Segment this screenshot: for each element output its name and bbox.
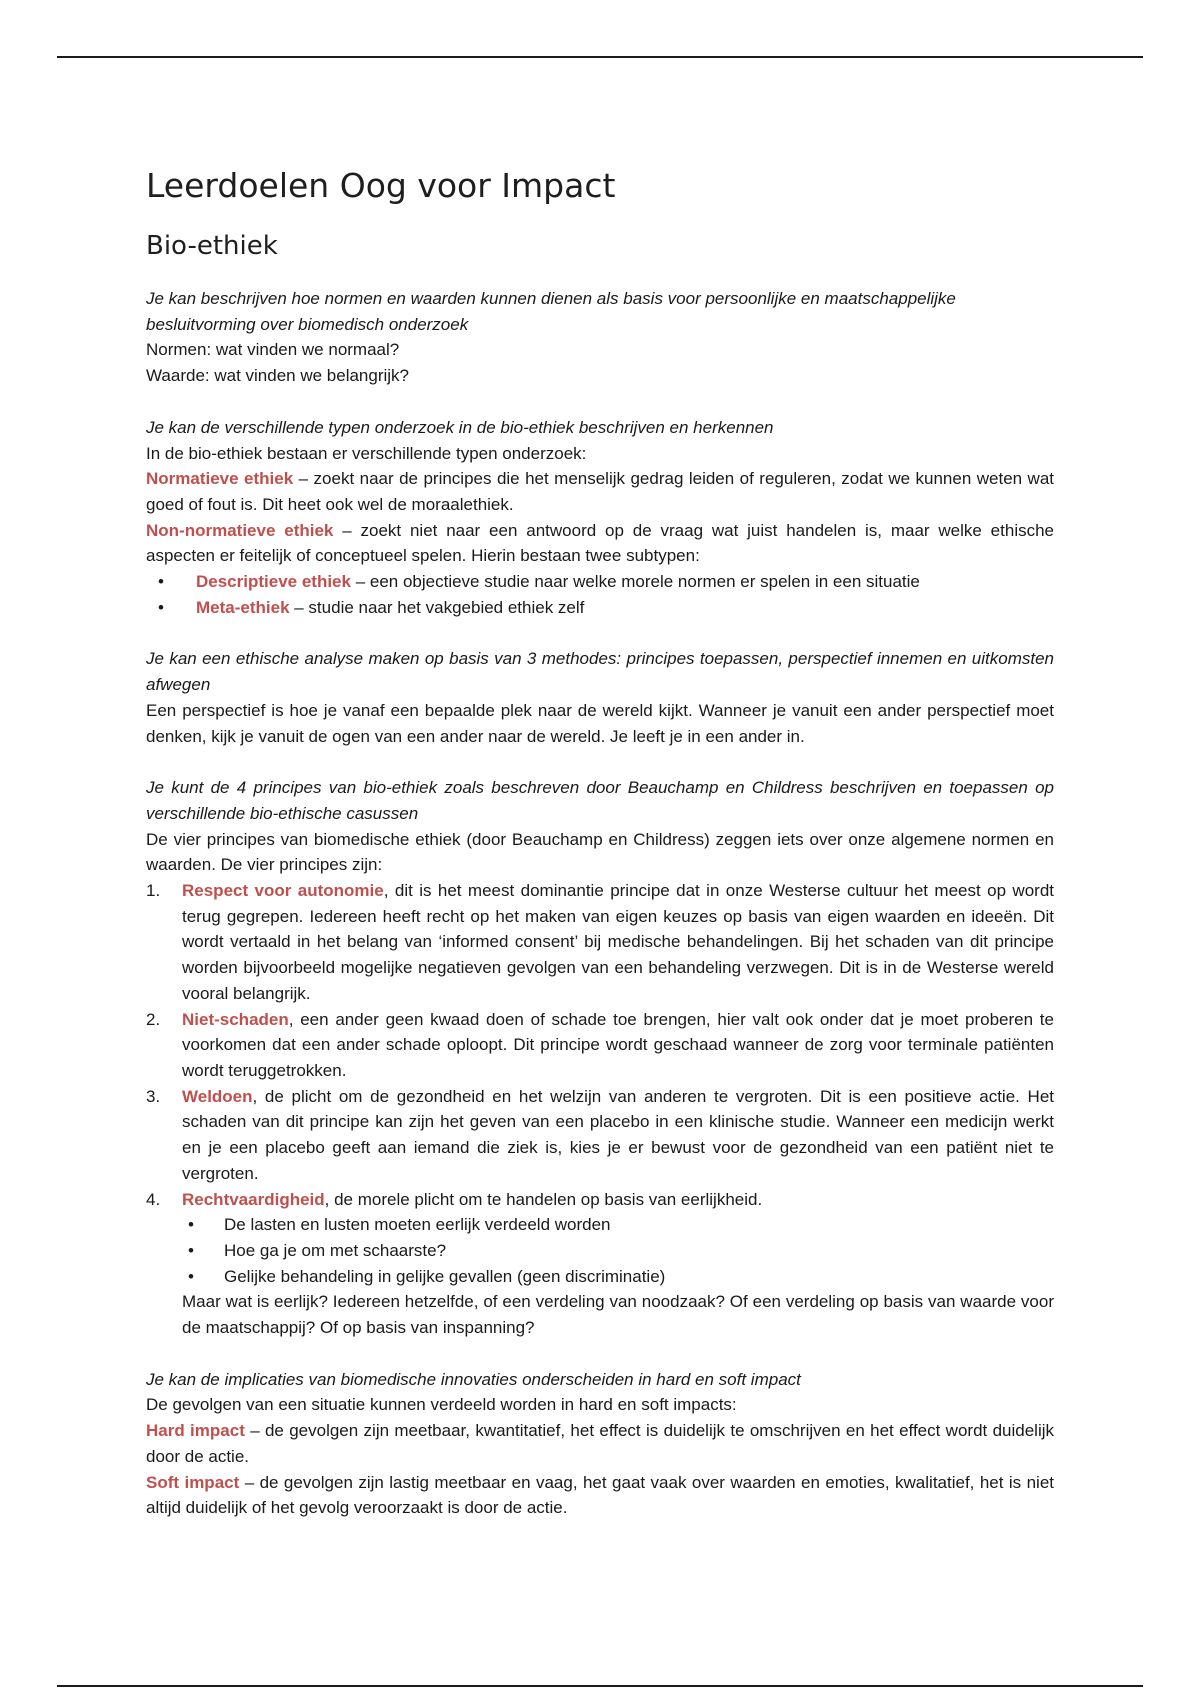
principle-item <box>146 878 1054 1007</box>
learning-goal: Je kunt de 4 principes van bio-ethiek zoals beschreven door Beauchamp en Childress beschrijven en toepassen op verschillende bio-ethische casussen <box>146 778 1054 823</box>
section-ethische-analyse <box>146 646 1054 749</box>
learning-goal: Je kan beschrijven hoe normen en waarden kunnen dienen als basis voor persoonlijke en maatschappelijke besluitvorming over biomedisch onderzoek <box>146 289 956 334</box>
learning-goal: Je kan de implicaties van biomedische innovaties onderscheiden in hard en soft impact <box>146 1369 801 1389</box>
list-item: • De lasten en lusten moeten eerlijk verdeeld worden <box>182 1212 1054 1238</box>
term-respect-voor-autonomie: Respect voor autonomie <box>182 881 384 901</box>
list-number: 2. <box>146 1009 161 1029</box>
learning-goal: Je kan een ethische analyse maken op basis van 3 methodes: principes toepassen, perspectief innemen en uitkomsten afwegen <box>146 649 1054 695</box>
principle-text: , de morele plicht om te handelen op basis van eerlijkheid. <box>324 1189 763 1209</box>
section-normen-waarden <box>146 286 1054 389</box>
section-typen-onderzoek <box>146 415 1054 621</box>
header-rule <box>57 56 1143 58</box>
list-item <box>146 569 1054 595</box>
definition-text: – een objectieve studie naar welke morele normen er spelen in een situatie <box>350 572 920 592</box>
list-number: 4. <box>146 1189 161 1209</box>
term-weldoen: Weldoen <box>182 1086 253 1106</box>
principle-item <box>146 1084 1054 1187</box>
definition-text: – studie naar het vakgebied ethiek zelf <box>289 597 585 617</box>
definition-normen: Normen: wat vinden we normaal? <box>146 340 400 360</box>
intro-text: In de bio-ethiek bestaan er verschillende typen onderzoek: <box>146 443 587 463</box>
section-heading: Bio-ethiek <box>146 231 278 261</box>
list-item <box>146 595 1054 621</box>
term-normatieve-ethiek: Normatieve ethiek <box>146 469 294 489</box>
term-descriptieve-ethiek: Descriptieve ethiek <box>196 572 351 592</box>
definition-non-normatieve-ethiek <box>146 518 1054 569</box>
intro-text: De vier principes van biomedische ethiek (door Beauchamp en Childress) zeggen iets over onze algemene normen en waarden. De vier principes zijn: <box>146 829 1054 875</box>
document-body <box>146 286 1054 1521</box>
term-soft-impact: Soft impact <box>146 1472 240 1492</box>
principle-text: , een ander geen kwaad doen of schade toe brengen, hier valt ook onder dat je moet proberen te voorkomen dat een ander schade oploopt. Dit principe wordt geschaad wanneer de zorg voor terminale patiënten wordt teruggetrokken. <box>182 1009 1054 1080</box>
term-meta-ethiek: Meta-ethiek <box>196 597 290 617</box>
subtype-list <box>146 569 1054 620</box>
list-number: 1. <box>146 881 161 901</box>
list-number: 3. <box>146 1086 161 1106</box>
document-title: Leerdoelen Oog voor Impact <box>146 166 616 205</box>
list-item: • Gelijke behandeling in gelijke gevallen (geen discriminatie) <box>182 1264 1054 1290</box>
principles-list <box>146 878 1054 1341</box>
section-hard-soft-impact <box>146 1367 1054 1521</box>
rechtvaardigheid-sublist <box>182 1212 1054 1289</box>
learning-goal: Je kan de verschillende typen onderzoek in de bio-ethiek beschrijven en herkennen <box>146 417 774 437</box>
term-niet-schaden: Niet-schaden <box>182 1009 289 1029</box>
definition-text: – zoekt naar de principes die het menselijk gedrag leiden of reguleren, zodat we kunnen weten wat goed of fout is. Dit heet ook wel de moraalethiek. <box>146 469 1055 514</box>
definition-text: – zoekt niet naar een antwoord op de vraag wat juist handelen is, maar welke ethische aspecten er feitelijk of conceptueel spelen. Hierin bestaan twee subtypen: <box>146 520 1055 566</box>
closing-question: Maar wat is eerlijk? Iedereen hetzelfde, of een verdeling van noodzaak? Of een verdeling op basis van waarde voor de maatschappij? Of op basis van inspanning? <box>182 1292 1054 1338</box>
term-hard-impact: Hard impact <box>146 1421 245 1441</box>
paragraph: Een perspectief is hoe je vanaf een bepaalde plek naar de wereld kijkt. Wanneer je vanuit een ander perspectief moet denken, kijk je vanuit de ogen van een ander naar de wereld. Je leeft je in een ander in. <box>146 700 1054 746</box>
principle-item <box>146 1007 1054 1084</box>
section-vier-principes <box>146 775 1054 1340</box>
list-item: • Hoe ga je om met schaarste? <box>182 1238 1054 1264</box>
principle-item <box>146 1187 1054 1341</box>
principle-text: , de plicht om de gezondheid en het welzijn van anderen te vergroten. Dit is een positieve actie. Het schaden van dit principe kan zijn het geven van een placebo in een klinische studie. Wanneer een medicijn werkt en je een placebo geeft aan iemand die ziek is, kies je er bewust voor de gezondheid van een patiënt niet te vergroten. <box>182 1086 1054 1183</box>
definition-hard-impact <box>146 1418 1054 1469</box>
definition-text: – de gevolgen zijn meetbaar, kwantitatief, het effect is duidelijk te omschrijven en het effect wordt duidelijk door de actie. <box>146 1421 1055 1466</box>
footer-rule <box>57 1685 1143 1687</box>
definition-soft-impact <box>146 1470 1054 1521</box>
intro-text: De gevolgen van een situatie kunnen verdeeld worden in hard en soft impacts: <box>146 1395 737 1415</box>
term-non-normatieve-ethiek: Non-normatieve ethiek <box>146 520 334 540</box>
definition-waarde: Waarde: wat vinden we belangrijk? <box>146 366 410 386</box>
term-rechtvaardigheid: Rechtvaardigheid <box>182 1189 325 1209</box>
definition-normatieve-ethiek <box>146 466 1054 517</box>
definition-text: – de gevolgen zijn lastig meetbaar en vaag, het gaat vaak over waarden en emoties, kwalitatief, het is niet altijd duidelijk of het gevolg veroorzaakt is door de actie. <box>146 1472 1054 1518</box>
principle-text: , dit is het meest dominantie principe dat in onze Westerse cultuur het meest op wordt terug gegrepen. Iedereen heeft recht op het maken van eigen keuzes op basis van eigen waarden en ideeën. Dit wordt vertaald in het belang van ‘informed consent’ bij medische behandelingen. Bij het schaden van dit principe worden bijvoorbeeld mogelijke negatieven gevolgen van een behandeling verzwegen. Dit is in de Westerse wereld vooral belangrijk. <box>182 881 1054 1003</box>
document-page <box>146 164 1054 1521</box>
